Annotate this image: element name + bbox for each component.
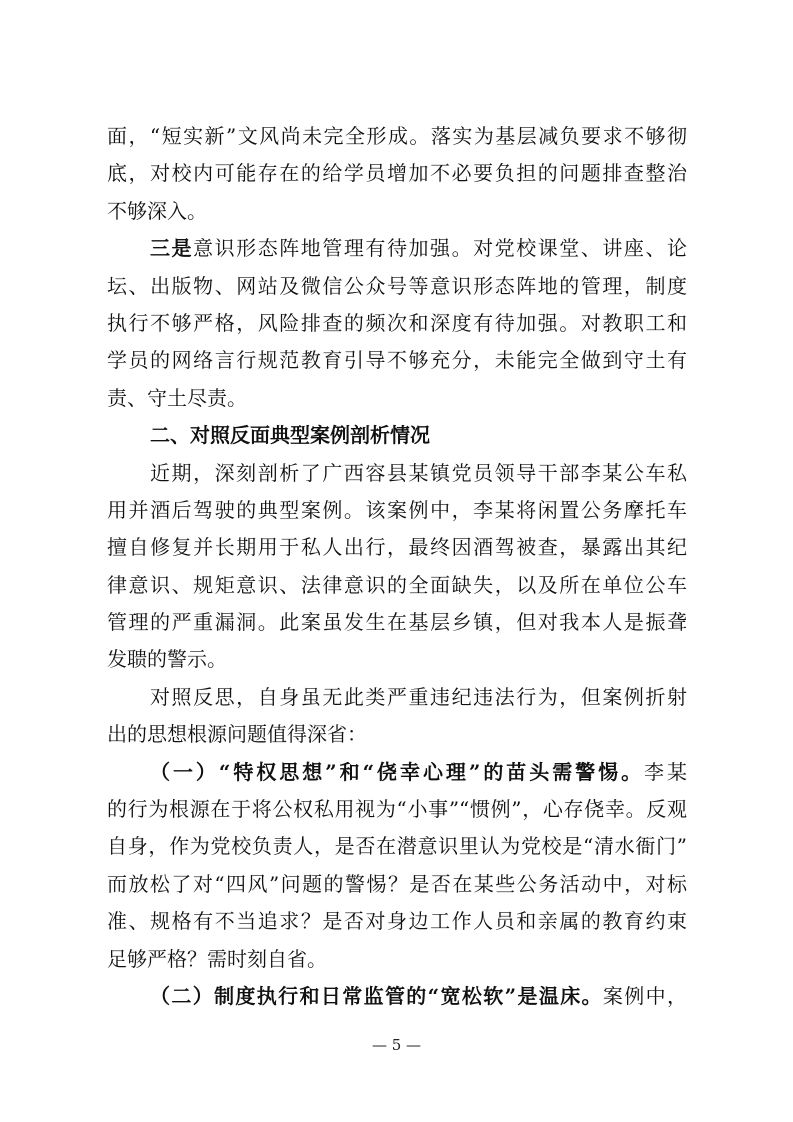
bold-text: 三是 xyxy=(150,236,194,261)
bold-text: （一）“特权思想”和“侥幸心理”的苗头需警惕。 xyxy=(150,759,645,784)
text-line xyxy=(107,866,687,903)
text-line xyxy=(107,716,687,753)
line-text: 的行为根源在于将公权私用视为“小事”“惯例”，心存侥幸。反观 xyxy=(107,797,687,822)
line-text: 责、守土尽责。 xyxy=(107,385,247,410)
text-line xyxy=(107,455,687,492)
line-text: 准、规格有不当追求？是否对身边工作人员和亲属的教育约束 xyxy=(107,909,687,934)
text-line xyxy=(107,978,687,1015)
line-text: 底，对校内可能存在的给学员增加不必要负担的问题排查整治 xyxy=(107,161,687,186)
line-text: 不够深入。 xyxy=(107,198,207,223)
text-line xyxy=(107,492,687,529)
line-text: 发聩的警示。 xyxy=(107,647,227,672)
line-text: 而放松了对“四风”问题的警惕？是否在某些公务活动中，对标 xyxy=(107,871,687,896)
bold-text: （二）制度执行和日常监管的“宽松软”是温床。 xyxy=(150,983,603,1008)
bold-text: 二、对照反面典型案例剖析情况 xyxy=(150,423,430,448)
paragraph xyxy=(107,230,687,417)
line-text: 管理的严重漏洞。此案虽发生在基层乡镇，但对我本人是振聋 xyxy=(107,610,687,635)
text-line xyxy=(107,193,687,230)
line-text: 面，“短实新”文风尚未完全形成。落实为基层减负要求不够彻 xyxy=(107,124,687,148)
page-number: — 5 — xyxy=(371,1036,422,1054)
line-text: 学员的网络言行规范教育引导不够充分，未能完全做到守土有 xyxy=(107,348,687,373)
text-line xyxy=(107,903,687,940)
document-body xyxy=(107,118,687,1015)
text-line xyxy=(107,230,687,267)
line-text: 自身，作为党校负责人，是否在潜意识里认为党校是“清水衙门” xyxy=(107,834,687,859)
line-text: 李某 xyxy=(644,759,688,784)
paragraph xyxy=(107,417,687,454)
text-line xyxy=(107,305,687,342)
line-text: 案例中， xyxy=(602,983,687,1008)
paragraph xyxy=(107,455,687,679)
line-text: 律意识、规矩意识、法律意识的全面缺失，以及所在单位公车 xyxy=(107,572,687,597)
text-line xyxy=(107,828,687,865)
paragraph xyxy=(107,978,687,1015)
text-line xyxy=(107,417,687,454)
line-text: 用并酒后驾驶的典型案例。该案例中，李某将闲置公务摩托车 xyxy=(107,497,687,522)
text-line xyxy=(107,941,687,978)
text-line xyxy=(107,342,687,379)
text-line xyxy=(107,380,687,417)
text-line xyxy=(107,268,687,305)
line-text: 对照反思，自身虽无此类严重违纪违法行为，但案例折射 xyxy=(150,684,687,709)
text-line xyxy=(107,641,687,678)
text-line xyxy=(107,791,687,828)
line-text: 擅自修复并长期用于私人出行，最终因酒驾被查，暴露出其纪 xyxy=(107,535,687,560)
text-line xyxy=(107,754,687,791)
paragraph xyxy=(107,679,687,754)
text-line xyxy=(107,604,687,641)
paragraph xyxy=(107,754,687,978)
line-text: 执行不够严格，风险排查的频次和深度有待加强。对教职工和 xyxy=(107,310,687,335)
line-text: 近期，深刻剖析了广西容县某镇党员领导干部李某公车私 xyxy=(150,460,687,485)
text-line xyxy=(107,679,687,716)
text-line xyxy=(107,529,687,566)
line-text: 坛、出版物、网站及微信公众号等意识形态阵地的管理，制度 xyxy=(107,273,687,298)
line-text: 足够严格？需时刻自省。 xyxy=(107,946,327,971)
paragraph xyxy=(107,118,687,230)
line-text: 意识形态阵地管理有待加强。对党校课堂、讲座、论 xyxy=(193,236,688,261)
text-line xyxy=(107,567,687,604)
text-line xyxy=(107,155,687,192)
text-line xyxy=(107,118,687,155)
line-text: 出的思想根源问题值得深省： xyxy=(107,722,367,747)
